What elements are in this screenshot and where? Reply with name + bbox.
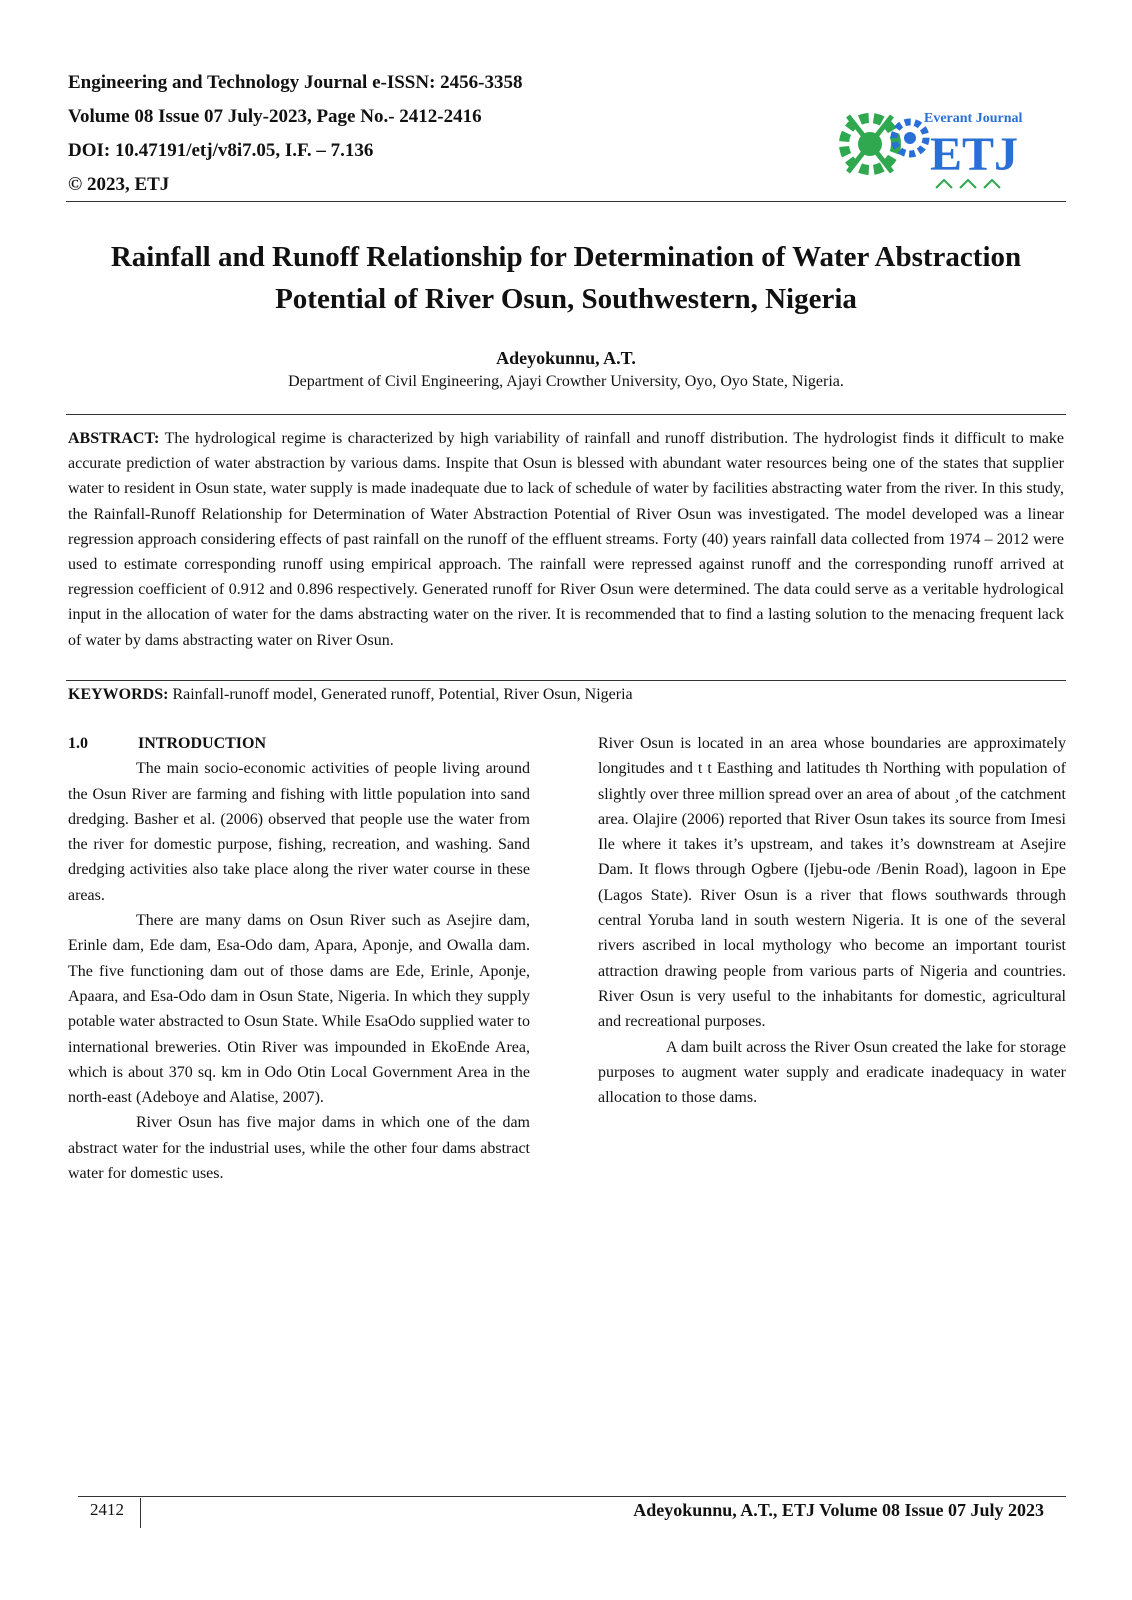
page-number-divider (140, 1498, 141, 1528)
journal-doi-line: DOI: 10.47191/etj/v8i7.05, I.F. – 7.136 (68, 140, 374, 161)
intro-paragraph-4: River Osun is located in an area whose boundaries are approximately longitudes and t t Easthing and latitudes th Northing with population of slightly over three million spread over an area of about ¸of the catchment area. Olajire (2006) reported that River Osun takes its source from Imesi Ile where it takes it’s upstream, and takes it’s downstream at Asejire Dam. It flows through Ogbere (Ijebu-ode /Benin Road), lagoon in Epe (Lagos State). River Osun is a river that flows southwards through central Yoruba land in south western Nigeria. It is one of the several rivers ascribed in local mythology who become an important tourist attraction drawing people from various parts of Nigeria and countries. River Osun is very useful to the inhabitants for domestic, agricultural and recreational purposes. (598, 735, 1066, 1031)
header-rule (66, 201, 1066, 202)
etj-logo (828, 96, 1038, 198)
logo-main-text: ETJ (930, 128, 1019, 181)
section-title: INTRODUCTION (138, 735, 267, 752)
logo-top-text: Everant Journal (924, 111, 1023, 126)
keywords-text: Rainfall-runoff model, Generated runoff, Potential, River Osun, Nigeria (168, 686, 633, 703)
footer-citation: Adeyokunnu, A.T., ETJ Volume 08 Issue 07 July 2023 (633, 1500, 1044, 1520)
keywords (68, 683, 1064, 707)
keywords-label: KEYWORDS: (68, 686, 169, 703)
footer-rule (78, 1496, 1066, 1497)
abstract (68, 426, 1064, 653)
abstract-bottom-rule (66, 680, 1066, 681)
abstract-text: The hydrological regime is characterized by high variability of rainfall and runoff distribution. The hydrologist finds it difficult to make accurate prediction of water abstraction by various dams. Inspite that Osun is blessed with abundant water resources being one of the states that supplier water to resident in Osun state, water supply is made inadequate due to lack of schedule of water by facilities abstracting water from the river. In this study, the Rainfall-Runoff Relationship for Determination of Water Abstraction Potential of River Osun was investigated. The model developed was a linear regression approach considering effects of past rainfall on the runoff of the effluent streams. Forty (40) years rainfall data collected from 1974 – 2012 were used to estimate corresponding runoff using empirical approach. The rainfall were repressed against runoff and the corresponding runoff arrived at regression coefficient of 0.912 and 0.896 respectively. Generated runoff for River Osun were determined. The data could serve as a veritable hydrological input in the allocation of water for the dams abstracting water on the river. It is recommended that to find a lasting solution to the menacing frequent lack of water by dams abstracting water on River Osun. (68, 430, 1064, 649)
journal-copyright-line: © 2023, ETJ (68, 174, 170, 195)
journal-volume-line: Volume 08 Issue 07 July-2023, Page No.- 2412-2416 (68, 106, 482, 127)
gear-icon (844, 116, 896, 172)
intro-paragraph-3: River Osun has five major dams in which one of the dam abstract water for the industrial uses, while the other four dams abstract water for domestic uses. (68, 1114, 530, 1183)
abstract-top-rule (66, 414, 1066, 415)
author-affiliation: Department of Civil Engineering, Ajayi Crowther University, Oyo, Oyo State, Nigeria. (288, 373, 844, 390)
journal-issn-line: Engineering and Technology Journal e-ISSN: 2456-3358 (68, 72, 523, 93)
intro-paragraph-1: The main socio-economic activities of people living around the Osun River are farming and fishing with little population into sand dredging. Basher et al. (2006) observed that people use the water from the river for domestic purpose, fishing, recreation, and washing. Sand dredging activities also take place along the river water course in these areas. (68, 760, 530, 904)
author-name: Adeyokunnu, A.T. (496, 348, 636, 368)
section-heading (68, 731, 530, 756)
section-number: 1.0 (68, 735, 88, 752)
abstract-label: ABSTRACT: (68, 430, 160, 447)
left-column (68, 731, 530, 1186)
paper-title: Rainfall and Runoff Relationship for Determination of Water Abstraction Potential of River Osun, Southwestern, Nigeria (110, 241, 1022, 315)
page-number: 2412 (90, 1500, 124, 1519)
journal-header (68, 66, 523, 202)
intro-paragraph-2: There are many dams on Osun River such as Asejire dam, Erinle dam, Ede dam, Esa-Odo dam, Apara, Aponje, and Owalla dam. The five functioning dam out of those dams are Ede, Erinle, Aponje, Apaara, and Esa-Odo dam in Osun State, Nigeria. In which they supply potable water abstracted to Osun State. While EsaOdo supplied water to international breweries. Otin River was impounded in EkoEnde Area, which is about 370 sq. km in Odo Otin Local Government Area in the north-east (Adeboye and Alatise, 2007). (68, 912, 530, 1107)
intro-paragraph-5: A dam built across the River Osun created the lake for storage purposes to augment water supply and eradicate inadequacy in water allocation to those dams. (598, 1038, 1066, 1107)
right-column (598, 731, 1066, 1110)
